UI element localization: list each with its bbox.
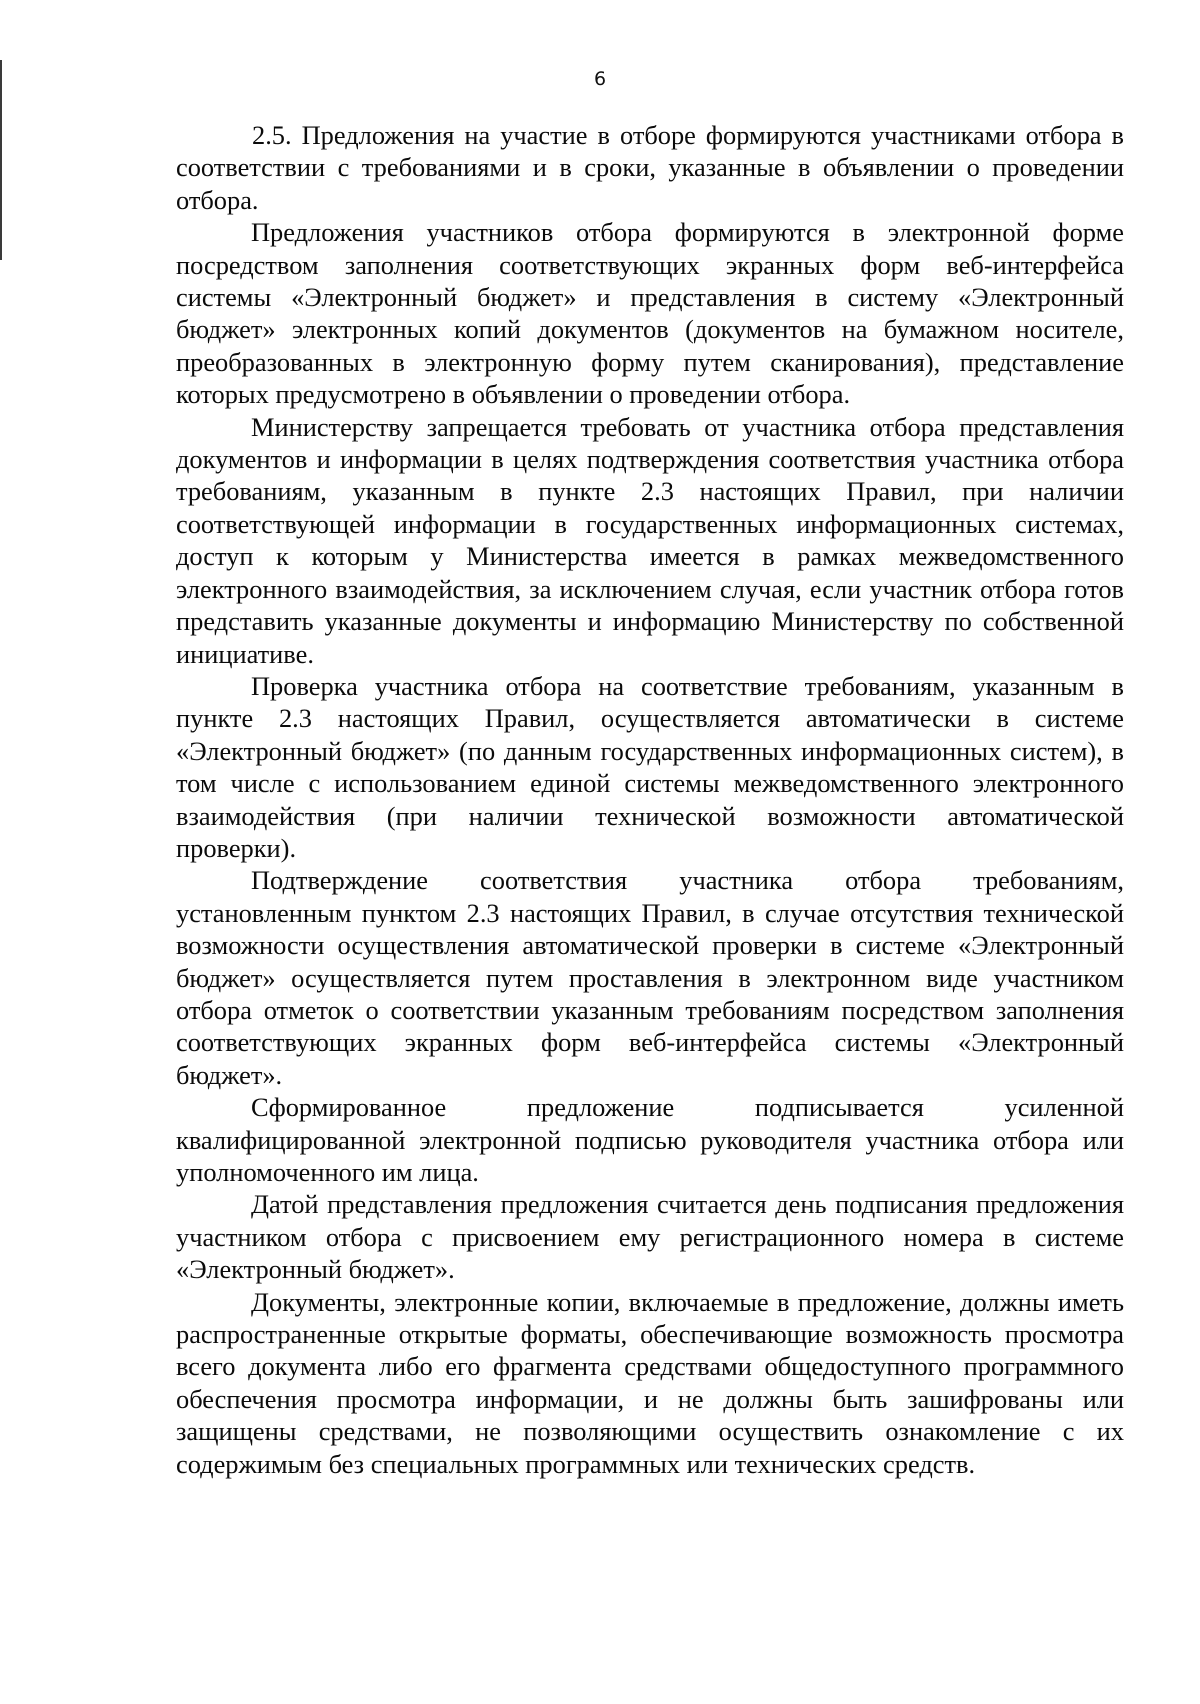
paragraph-file-formats: Документы, электронные копии, включаемые в предложение, должны иметь распространенные открытые форматы, обеспечивающие возможность просмотра всего документа либо его фрагмента средствами общедоступного программного обеспечения просмотра информации, и не должны быть зашифрованы или защищены средствами, не позволяющими осуществить ознакомление с их содержимым без специальных программных или технических средств. [176,1286,1124,1479]
paragraph-2-5: 2.5. Предложения на участие в отборе формируются участниками отбора в соответствии с требованиями и в сроки, указанные в объявлении о проведении отбора. [176,120,1124,215]
document-body [176,119,1124,1480]
paragraph-electronic-form: Предложения участников отбора формируются в электронной форме посредством заполнения соответствующих экранных форм веб-интерфейса системы «Электронный бюджет» и представления в систему «Электронный бюджет» электронных копий документов (документов на бумажном носителе, преобразованных в электронную форму путем сканирования), представление которых предусмотрено в объявлении о проведении отбора. [176,217,1124,410]
scan-edge-mark [0,60,2,260]
paragraph-signature: Сформированное предложение подписывается усиленной квалифицированной электронной подписью руководителя участника отбора или уполномоченного им лица. [176,1092,1124,1187]
page-number: 6 [593,68,607,90]
paragraph-submission-date: Датой представления предложения считается день подписания предложения участником отбора с присвоением ему регистрационного номера в системе «Электронный бюджет». [176,1189,1124,1285]
paragraph-ministry-prohibition: Министерству запрещается требовать от участника отбора представления документов и информации в целях подтверждения соответствия участника отбора требованиям, указанным в пункте 2.3 настоящих Правил, при наличии соответствующей информации в государственных информационных системах, доступ к которым у Министерства имеется в рамках межведомственного электронного взаимодействия, за исключением случая, если участник отбора готов представить указанные документы и информацию Министерству по собственной инициативе. [176,411,1124,669]
paragraph-automatic-check: Проверка участника отбора на соответствие требованиям, указанным в пункте 2.3 настоящих Правил, осуществляется автоматически в системе «Электронный бюджет» (по данным государственных информационных систем), в том числе с использованием единой системы межведомственного электронного взаимодействия (при наличии технической возможности автоматической проверки). [176,670,1124,863]
paragraph-confirmation: Подтверждение соответствия участника отбора требованиям, установленным пунктом 2.3 настоящих Правил, в случае отсутствия технической возможности осуществления автоматической проверки в системе «Электронный бюджет» осуществляется путем проставления в электронном виде участником отбора отметок о соответствии указанным требованиям посредством заполнения соответствующих экранных форм веб-интерфейса системы «Электронный бюджет». [176,865,1124,1090]
